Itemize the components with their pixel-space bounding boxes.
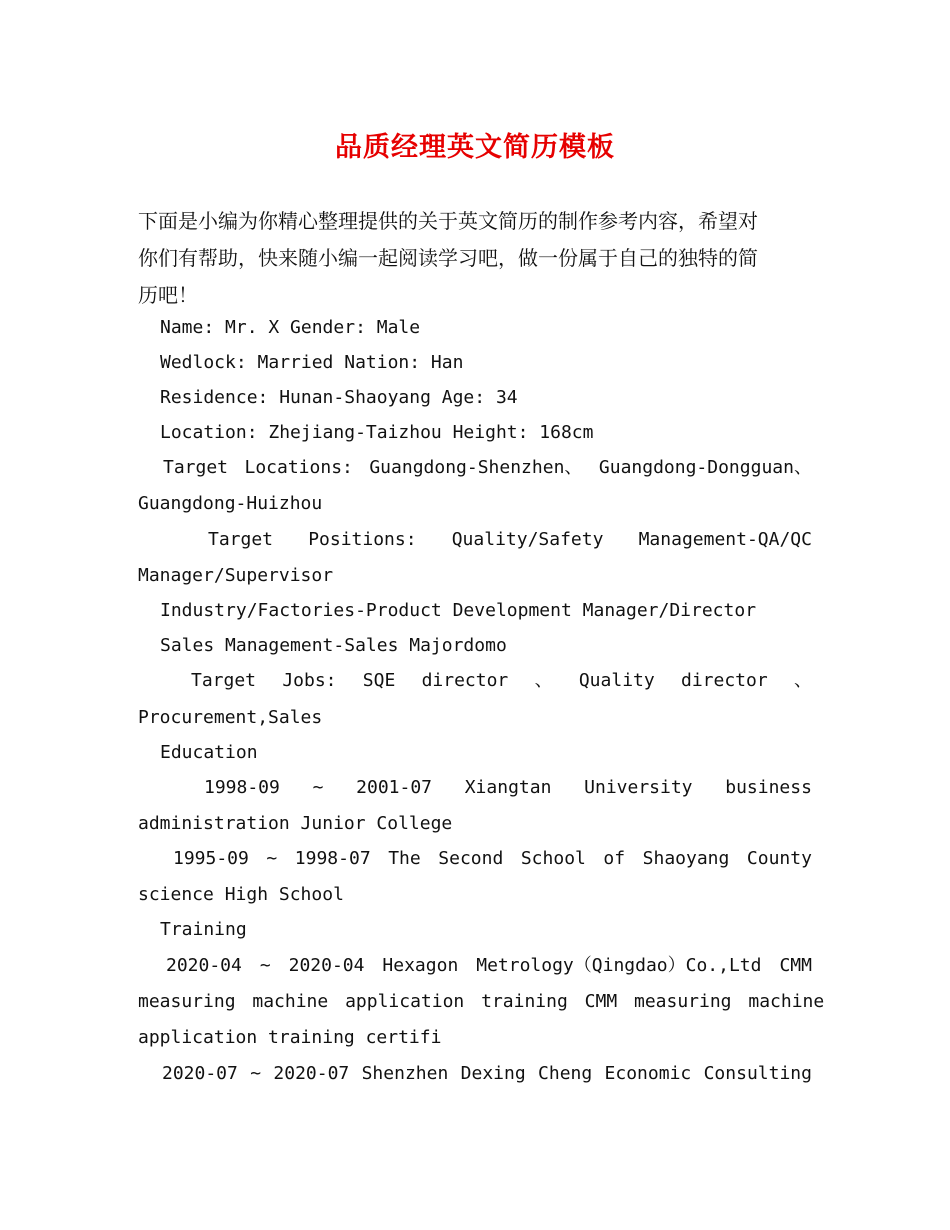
text-token: University: [584, 777, 693, 798]
text-token: 、: [793, 670, 812, 691]
text-token: 1998-09: [204, 777, 280, 798]
wedlock-nation-line: Wedlock: Married Nation: Han: [160, 352, 464, 373]
text-token: 2020-07: [162, 1063, 238, 1084]
text-token: ~: [266, 848, 278, 869]
text-token: of: [603, 848, 626, 869]
training-entry-1: [138, 954, 812, 978]
text-token: ~: [312, 777, 324, 798]
text-token: 2001-07: [356, 777, 432, 798]
education-entry-1-cont: administration Junior College: [138, 813, 453, 834]
intro-line: 历吧！: [138, 283, 198, 307]
intro-paragraph: [138, 203, 812, 314]
target-jobs-line: [138, 669, 812, 693]
text-token: Target: [208, 529, 274, 550]
sales-line: Sales Management-Sales Majordomo: [160, 635, 507, 656]
target-positions-line: [138, 528, 812, 552]
text-token: ~: [250, 1063, 262, 1084]
text-token: Target: [163, 457, 229, 478]
text-token: CMM: [779, 955, 812, 976]
education-entry-1: [138, 776, 812, 800]
text-token: SQE: [362, 670, 396, 691]
text-token: Quality: [578, 670, 655, 691]
intro-line: 你们有帮助，快来随小编一起阅读学习吧，做一份属于自己的独特的简: [138, 246, 758, 270]
target-jobs-cont: Procurement,Sales: [138, 707, 323, 728]
industry-line: Industry/Factories-Product Development Manager/Director: [160, 600, 757, 621]
document-title: 品质经理英文简历模板: [335, 132, 615, 163]
text-token: Jobs:: [282, 670, 337, 691]
text-token: Positions:: [308, 529, 417, 550]
target-locations-line: [138, 456, 812, 480]
text-token: Management-QA/QC: [638, 529, 812, 550]
text-token: business: [725, 777, 812, 798]
text-token: The: [388, 848, 421, 869]
location-height-line: Location: Zhejiang-Taizhou Height: 168cm: [160, 422, 594, 443]
text-token: Dexing: [460, 1063, 526, 1084]
text-token: County: [746, 848, 812, 869]
intro-line: 下面是小编为你精心整理提供的关于英文简历的制作参考内容，希望对: [138, 209, 758, 233]
text-token: Quality/Safety: [451, 529, 604, 550]
training-heading: Training: [160, 919, 247, 940]
training-entry-2: [138, 1062, 812, 1086]
text-token: School: [520, 848, 586, 869]
text-token: Shaoyang: [642, 848, 730, 869]
text-token: 、: [534, 670, 553, 691]
training-entry-1-cont-1: measuring machine application training CMM measuring machine: [138, 991, 825, 1012]
residence-age-line: Residence: Hunan-Shaoyang Age: 34: [160, 387, 518, 408]
education-entry-2-cont: science High School: [138, 884, 344, 905]
text-token: Cheng: [538, 1063, 593, 1084]
text-token: Locations:: [244, 457, 353, 478]
text-token: Xiangtan: [464, 777, 552, 798]
text-token: Hexagon: [382, 955, 459, 976]
target-locations-cont: Guangdong-Huizhou: [138, 493, 323, 514]
text-token: director: [421, 670, 509, 691]
text-token: Shenzhen: [361, 1063, 449, 1084]
text-token: Economic: [604, 1063, 692, 1084]
text-token: 2020-04: [288, 955, 365, 976]
training-entry-1-cont-2: application training certifi: [138, 1027, 442, 1048]
name-gender-line: Name: Mr. X Gender: Male: [160, 317, 421, 338]
education-heading: Education: [160, 742, 258, 763]
text-token: Metrology（Qingdao）Co.,Ltd: [476, 955, 762, 976]
text-token: Target: [191, 670, 257, 691]
text-token: 2020-07: [273, 1063, 350, 1084]
text-token: director: [680, 670, 768, 691]
text-token: Guangdong-Dongguan、: [598, 457, 812, 478]
text-token: Guangdong-Shenzhen、: [369, 457, 583, 478]
education-entry-2: [138, 847, 812, 871]
text-token: 1995-09: [173, 848, 249, 869]
text-token: 1998-07: [294, 848, 371, 869]
target-positions-cont: Manager/Supervisor: [138, 565, 334, 586]
text-token: Second: [438, 848, 504, 869]
text-token: 2020-04: [166, 955, 242, 976]
text-token: ~: [259, 955, 271, 976]
text-token: Consulting: [703, 1063, 812, 1084]
